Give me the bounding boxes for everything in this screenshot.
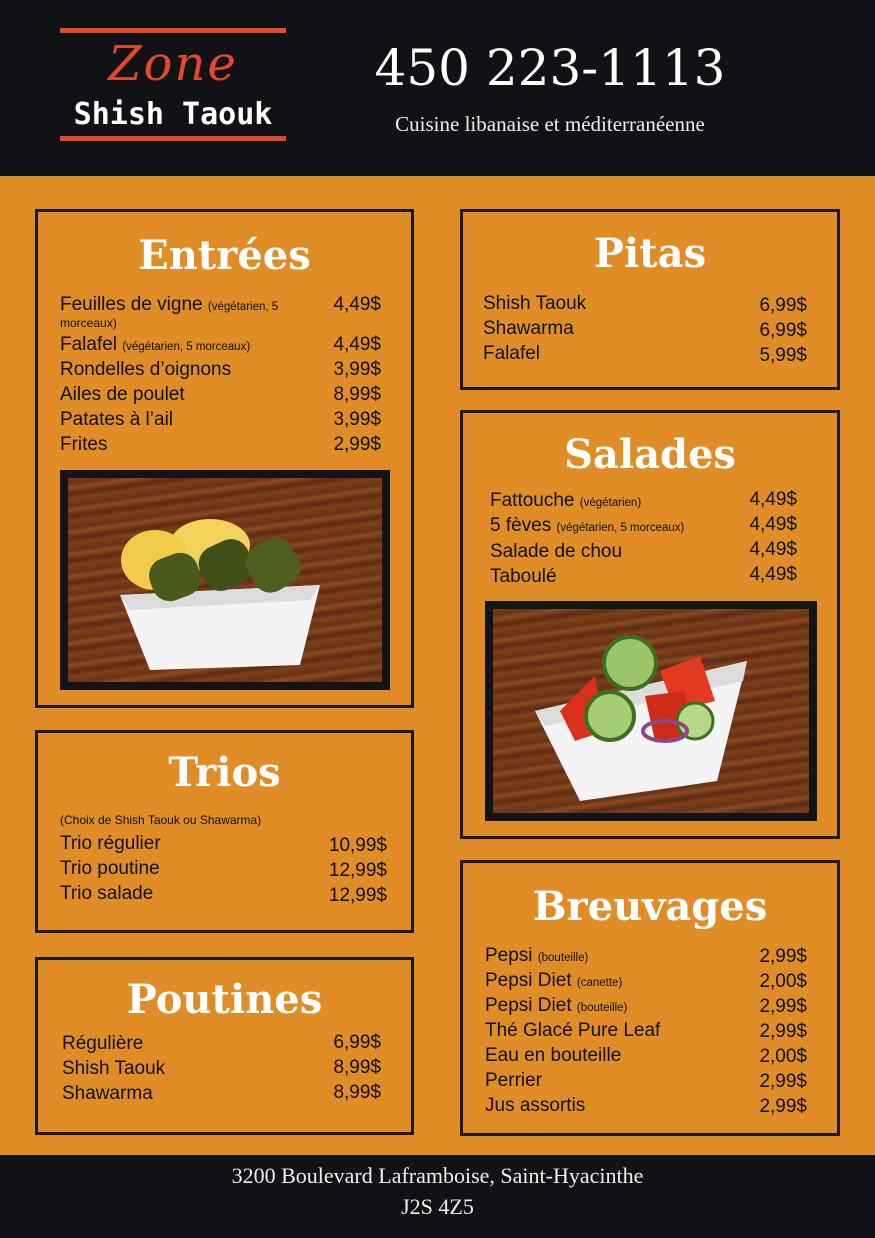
list-item: Shish Taouk xyxy=(62,1058,166,1079)
logo-bar-bottom xyxy=(60,136,286,141)
item-price: 2,99$ xyxy=(759,1096,807,1117)
item-price: 8,99$ xyxy=(333,1057,381,1078)
list-item: Fattouche (végétarien) xyxy=(490,490,642,511)
item-price: 4,49$ xyxy=(749,514,797,535)
list-item: Frites xyxy=(60,434,108,455)
header xyxy=(0,0,875,176)
pitas-title: Pitas xyxy=(593,230,707,277)
list-item: Pepsi Diet (canette) xyxy=(485,970,623,991)
list-item: Jus assortis xyxy=(485,1095,586,1116)
item-price: 2,99$ xyxy=(759,996,807,1017)
postal-code: J2S 4Z5 xyxy=(401,1194,474,1219)
trios-panel xyxy=(35,730,414,933)
breuvages-title: Breuvages xyxy=(532,883,768,930)
list-item: Feuilles de vigne (végétarien, 5 xyxy=(60,294,279,315)
list-item: Falafel (végétarien, 5 morceaux) xyxy=(60,334,251,355)
pitas-panel xyxy=(460,209,840,390)
breuvages-panel xyxy=(460,860,840,1136)
item-price: 5,99$ xyxy=(759,345,807,366)
item-price: 4,49$ xyxy=(333,334,381,355)
list-item: Ailes de poulet xyxy=(60,384,185,405)
item-price: 2,00$ xyxy=(759,1046,807,1067)
list-item: Salade de chou xyxy=(490,541,623,562)
salades-title: Salades xyxy=(564,431,736,478)
item-price: 10,99$ xyxy=(328,835,387,856)
item-note: morceaux) xyxy=(60,316,117,330)
salad-photo xyxy=(485,601,817,821)
list-item: 5 fèves (végétarien, 5 morceaux) xyxy=(490,515,685,536)
list-item: Pepsi (bouteille) xyxy=(485,945,589,966)
entrees-title: Entrées xyxy=(138,232,311,279)
list-item: Régulière xyxy=(62,1033,144,1054)
trios-note: (Choix de Shish Taouk ou Shawarma) xyxy=(60,813,262,827)
address: 3200 Boulevard Laframboise, Saint-Hyacinthe xyxy=(231,1163,644,1188)
list-item: Shawarma xyxy=(62,1083,153,1104)
list-item: Taboulé xyxy=(490,566,557,587)
vine-leaves-photo xyxy=(60,470,390,690)
logo xyxy=(60,28,286,142)
list-item: Perrier xyxy=(485,1070,543,1091)
list-item: Patates à l’ail xyxy=(60,409,174,430)
item-price: 2,99$ xyxy=(759,946,807,967)
list-item: Shawarma xyxy=(483,318,574,339)
phone-number: 450 223-1113 xyxy=(374,39,726,97)
item-price: 8,99$ xyxy=(333,1082,381,1103)
item-price: 3,99$ xyxy=(333,359,381,380)
list-item: Trio poutine xyxy=(60,858,160,879)
salades-panel xyxy=(460,410,840,839)
footer xyxy=(0,1155,875,1238)
list-item: Falafel xyxy=(483,343,541,364)
trios-title: Trios xyxy=(168,749,281,796)
list-item: Trio régulier xyxy=(60,833,161,854)
list-item: Pepsi Diet (bouteille) xyxy=(485,995,628,1016)
item-price: 8,99$ xyxy=(333,384,381,405)
list-item: Shish Taouk xyxy=(483,293,587,314)
item-price: 2,99$ xyxy=(759,1021,807,1042)
item-price: 2,00$ xyxy=(759,971,807,992)
list-item: Rondelles d’oignons xyxy=(60,359,232,380)
item-price: 6,99$ xyxy=(759,295,807,316)
item-price: 12,99$ xyxy=(328,860,387,881)
tagline: Cuisine libanaise et méditerranéenne xyxy=(395,112,705,136)
logo-zone-text: Zone xyxy=(108,36,238,92)
logo-bar-top xyxy=(60,28,286,33)
item-price: 4,49$ xyxy=(749,539,797,560)
entrees-panel xyxy=(35,209,414,708)
item-price: 4,49$ xyxy=(749,489,797,510)
list-item: Thé Glacé Pure Leaf xyxy=(485,1020,661,1041)
item-price: 2,99$ xyxy=(333,434,381,455)
item-price: 12,99$ xyxy=(328,885,387,906)
poutines-panel xyxy=(35,957,414,1135)
item-price: 6,99$ xyxy=(759,320,807,341)
item-price: 2,99$ xyxy=(759,1071,807,1092)
item-price: 4,49$ xyxy=(333,294,381,315)
list-item: Trio salade xyxy=(60,883,154,904)
logo-shish-taouk-text: Shish Taouk xyxy=(73,97,273,132)
item-price: 6,99$ xyxy=(333,1032,381,1053)
item-price: 4,49$ xyxy=(749,564,797,585)
poutines-title: Poutines xyxy=(126,976,323,1023)
item-price: 3,99$ xyxy=(333,409,381,430)
list-item: Eau en bouteille xyxy=(485,1045,622,1066)
